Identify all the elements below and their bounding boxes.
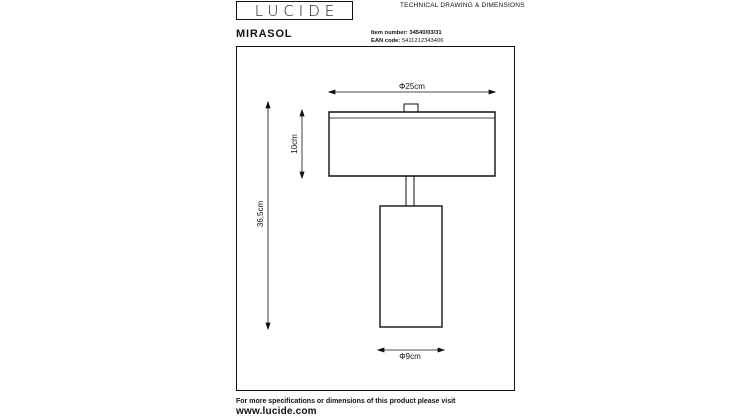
document-type: TECHNICAL DRAWING & DIMENSIONS: [400, 2, 525, 9]
total-height-label: 36,5cm: [256, 200, 265, 228]
ean-label: EAN code:: [371, 38, 401, 44]
lamp-base: [380, 206, 442, 327]
footer-text: For more specifications or dimensions of this product please visit: [236, 398, 456, 405]
lamp-shade: [329, 112, 495, 176]
base-diameter-label: Φ9cm: [399, 352, 421, 361]
lamp-top-knob: [404, 104, 418, 112]
item-number-value: 34540/03/31: [409, 30, 442, 36]
shade-height-dimension: [300, 110, 304, 178]
lamp-stem: [406, 176, 414, 206]
website-link[interactable]: www.lucide.com: [236, 406, 317, 417]
ean-value: 5411212343406: [401, 38, 444, 44]
total-height-dimension: [266, 102, 270, 329]
shade-diameter-label: Φ25cm: [399, 82, 425, 91]
item-number-label: Item number:: [371, 30, 408, 36]
product-name: MIRASOL: [236, 28, 293, 40]
lucide-logo: LUCIDE: [236, 1, 353, 20]
shade-height-label: 10cm: [290, 134, 299, 154]
